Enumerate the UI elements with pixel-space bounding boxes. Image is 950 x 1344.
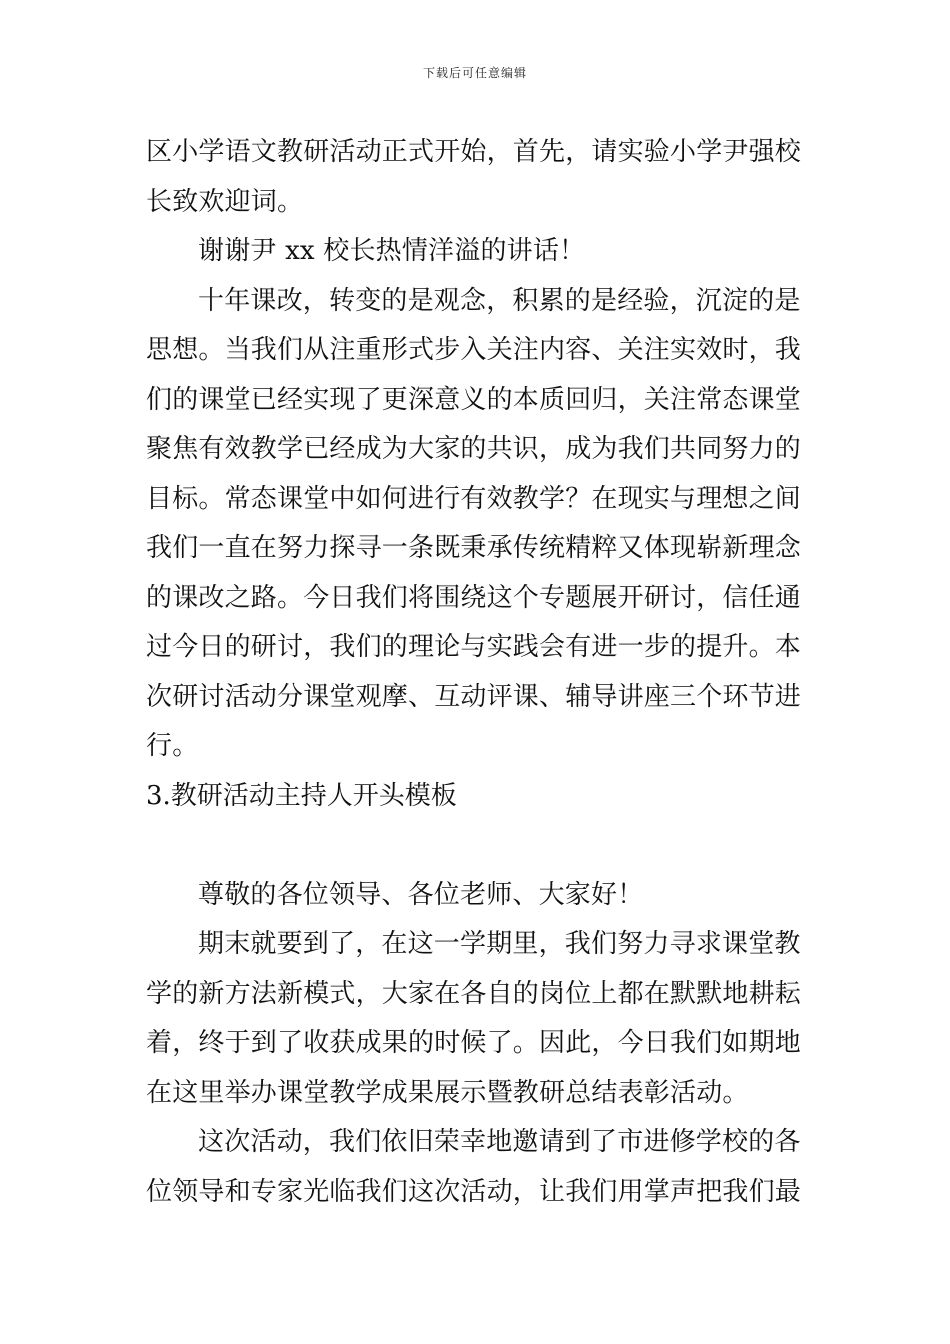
text-line: 我们一直在努力探寻一条既秉承传统精粹又体现崭新理念 [146,533,802,563]
text-line: 谢谢尹 xx 校长热情洋溢的讲话！ [198,236,586,266]
paragraph-term-end [146,920,810,1118]
text-line: 的课改之路。今日我们将围绕这个专题展开研讨，信任通 [146,582,802,613]
paragraph-guests [146,1118,810,1217]
paragraph-welcome-intro [146,128,810,227]
paragraph-greeting [146,871,810,921]
text-line: 在这里举办课堂教学成果展示暨教研总结表彰活动。 [146,1077,749,1108]
text-line: 区小学语文教研活动正式开始，首先，请实验小学尹强校 [146,137,802,167]
text-line: 目标。常态课堂中如何进行有效教学？在现实与理想之间 [146,483,802,514]
text-line: 思想。当我们从注重形式步入关注内容、关注实效时，我 [146,335,802,365]
text-line: 长致欢迎词。 [146,186,304,217]
text-line: 位领导和专家光临我们这次活动，让我们用掌声把我们最 [146,1176,802,1207]
section-heading [146,772,810,822]
blank-line [146,821,810,871]
text-line: 行。 [146,731,199,761]
text-line: 期末就要到了，在这一学期里，我们努力寻求课堂教 [198,929,801,959]
document-body [146,128,810,1217]
text-line: 学的新方法新模式，大家在各自的岗位上都在默默地耕耘 [146,978,802,1009]
text-line: 这次活动，我们依旧荣幸地邀请到了市进修学校的各 [198,1127,801,1157]
section-heading-text: 3.教研活动主持人开头模板 [146,780,457,811]
text-line: 尊敬的各位领导、各位老师、大家好！ [198,879,644,910]
page-header: 下载后可任意编辑 [422,66,527,80]
text-line: 聚焦有效教学已经成为大家的共识，成为我们共同努力的 [146,434,802,464]
text-line: 们的课堂已经实现了更深意义的本质回归，关注常态课堂 [146,384,802,415]
text-line: 着，终于到了收获成果的时候了。因此，今日我们如期地 [146,1028,802,1058]
text-line: 次研讨活动分课堂观摩、互动评课、辅导讲座三个环节进 [146,681,802,712]
text-line: 过今日的研讨，我们的理论与实践会有进一步的提升。本 [146,632,802,662]
text-line: 十年课改，转变的是观念，积累的是经验，沉淀的是 [198,285,801,316]
paragraph-thanks [146,227,810,277]
paragraph-curriculum-reform [146,277,810,772]
